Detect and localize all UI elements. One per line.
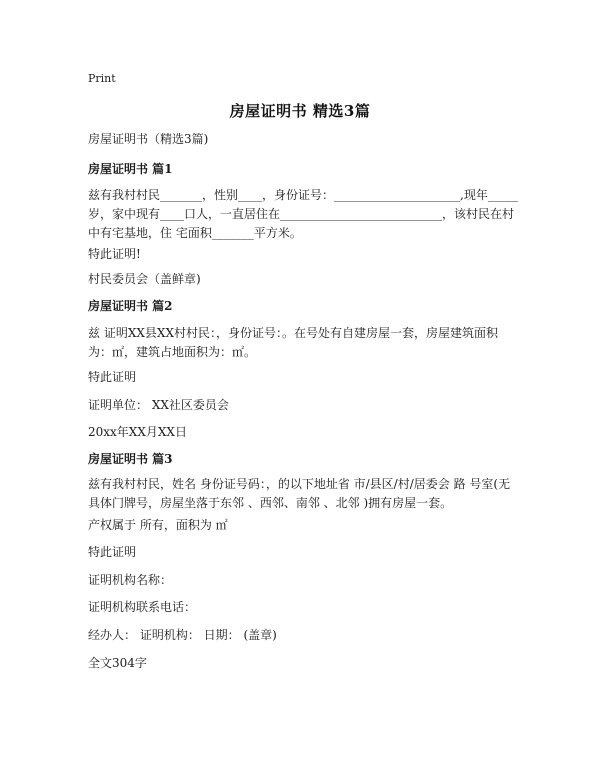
section-3-heading: 房屋证明书 篇3 bbox=[88, 452, 173, 466]
section-3-signoff: 经办人： 证明机构： 日期： (盖章) bbox=[88, 628, 277, 642]
section-3-org-name: 证明机构名称： bbox=[88, 573, 173, 587]
word-count: 全文304字 bbox=[88, 656, 147, 670]
page-title: 房屋证明书 精选3篇 bbox=[229, 102, 371, 120]
section-3-ownership: 产权属于 所有，面积为 ㎡ bbox=[88, 518, 228, 532]
section-1-heading: 房屋证明书 篇1 bbox=[88, 162, 173, 176]
section-2-heading: 房屋证明书 篇2 bbox=[88, 299, 173, 313]
section-2-date: 20xx年XX月XX日 bbox=[88, 425, 187, 439]
section-2-unit: 证明单位： XX社区委员会 bbox=[88, 398, 229, 412]
section-3-org-phone: 证明机构联系电话： bbox=[88, 600, 197, 614]
section-1-body: 兹有我村村民_______，性别____，身份证号：_____________________,现年_____岁，家中现有____口人，一直居住在___________________________，该村民在村中有宅基地，住 宅面积_______平方米。 bbox=[88, 188, 518, 240]
section-1-certify: 特此证明! bbox=[88, 247, 141, 261]
subtitle: 房屋证明书（精选3篇) bbox=[88, 132, 209, 146]
section-2-body: 兹 证明XX县XX村村民：，身份证号：。在号处有自建房屋一套，房屋建筑面积为：㎡，建筑占地面积为：㎡。 bbox=[88, 326, 498, 359]
section-1-signature: 村民委员会（盖鲜章) bbox=[88, 272, 201, 286]
section-2-certify: 特此证明 bbox=[88, 370, 137, 384]
print-label[interactable]: Print bbox=[88, 72, 116, 85]
section-3-certify: 特此证明 bbox=[88, 545, 137, 559]
section-3-body: 兹有我村村民，姓名 身份证号码：，的以下地址省 市/县区/村/居委会 路 号室(无具体门牌号，房屋坐落于东邻 、西邻、南邻 、北邻 )拥有房屋一套。 bbox=[88, 477, 511, 510]
